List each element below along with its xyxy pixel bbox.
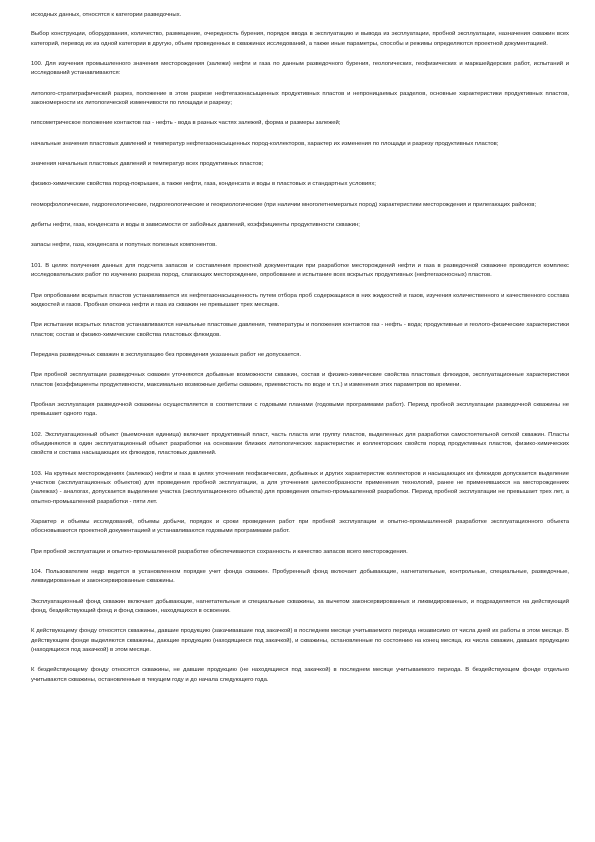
paragraph-5: гипсометрическое положение контактов газ - нефть - вода в разных частях залежей, форма и размеры залежей; — [31, 120, 341, 127]
paragraph-6: начальные значения пластовых давлений и температур нефтегазонасыщенных пород-коллекторов, характер их изменения по площади и разрезу продуктивных пластов; — [31, 140, 499, 147]
paragraph-23: Эксплуатационный фонд скважин включает добывающие, нагнетательные и специальные скважины, за вычетом законсервированных и ликвидированных, и подразделяется на действующий фонд, бездействующий фонд и фонд скважин, находящихся в освоении. — [31, 598, 569, 615]
paragraph-17: Пробная эксплуатация разведочной скважины осуществляется в соответствии с годовыми планами (годовыми программами работ). Период пробной эксплуатации разведочной скважины не превышает одного года. — [31, 401, 569, 418]
paragraph-16: При пробной эксплуатации разведочных скважин уточняются добывные возможности скважин, состав и физико-химические свойства пластовых флюидов, эксплуатационные характеристики пластов (коэффициенты продуктивности, максимально возможные дебиты скважин, приемистость по воде и т.п.) и изменения этих параметров во времени. — [31, 372, 569, 388]
paragraph-7: значения начальных пластовых давлений и температур всех продуктивных пластов; — [31, 161, 264, 168]
paragraph-11: запасы нефти, газа, конденсата и попутных полезных компонентов. — [31, 242, 217, 249]
paragraph-3: 100. Для изучения промышленного значения месторождения (залежи) нефти и газа по данным разведочного бурения, геологических, геофизических и маркшейдерских работ, испытаний и исследований устанавливаются: — [31, 61, 569, 77]
paragraph-15: Передача разведочных скважин в эксплуатацию без проведения указанных работ не допускается. — [31, 351, 301, 358]
paragraph-20: Характер и объемы исследований, объемы добычи, порядок и сроки проведения работ при пробной эксплуатации и опытно-промышленной разработке эксплуатационного объекта обосновываются проектной документацией и устанавливаются годовыми программами работ. — [31, 519, 569, 535]
paragraph-25: К бездействующему фонду относятся скважины, не давшие продукцию (не находящиеся под закачкой) в последнем месяце учитываемого периода. В бездействующем фонде отдельно учитываются скважины, остановленные в текущем году и до начала следующего года. — [31, 667, 569, 683]
paragraph-9: геоморфологические, гидрогеологические, гидрогеологические и геокриологические (при наличии многолетнемерзлых пород) характеристики месторождения и прилегающих районов; — [31, 201, 537, 208]
paragraph-24: К действующему фонду относятся скважины, давшие продукцию (закачивавшие под закачкой) в последнем месяце учитываемого периода независимо от числа дней их работы в этом месяце. В действующем фонде выделяются скважины, дающие продукцию (находящиеся под закачкой), и скважины, остановленные по состоянию на конец месяца, из числа скважин, давших продукцию (находящихся под закачкой) в этом месяце. — [31, 628, 569, 654]
paragraph-18: 102. Эксплуатационный объект (выемочная единица) включает продуктивный пласт, часть пласта или группу пластов, выделенных для разработки самостоятельной сеткой скважин. Пласты объединяются в один эксплуатационный объект разработки на основании близких литологических характеристик и коллекторских свойств пород продуктивных пластов, физико-химических свойств и состава насыщающих их флюидов, пластовых давлений. — [31, 431, 569, 457]
paragraph-14: При испытании вскрытых пластов устанавливаются начальные пластовые давления, температуры и положения контактов газ - нефть - вода; продуктивные и геолого-физические характеристики пластов; состав и физико-химические свойства пластовых флюидов. — [31, 322, 569, 338]
paragraph-8: физико-химические свойства пород-покрышек, а также нефти, газа, конденсата и воды в пластовых и стандартных условиях; — [31, 181, 376, 188]
paragraph-21: При пробной эксплуатации и опытно-промышленной разработке обеспечиваются сохранность и качество запасов всего месторождения. — [31, 548, 408, 555]
paragraph-12: 101. В целях получения данных для подсчета запасов и составления проектной документации при разработке месторождений нефти и газа в разведочной скважине проводится комплекс исследовательских работ по изучению разреза пород, слагающих месторождение, опробование и испытание всех вскрытых продуктивных (нефтегазоносных) пластов. — [31, 262, 569, 279]
paragraph-22: 104. Пользователем недр ведется в установленном порядке учет фонда скважин. Пробуренный фонд включает добывающие, нагнетательные, контрольные, специальные, разведочные, ликвидированные и законсервированные скважины. — [31, 569, 569, 585]
paragraph-19: 103. На крупных месторождениях (залежах) нефти и газа в целях уточнения геофизических, добывных и других характеристик коллекторов и насыщающих их флюидов допускается выделение участков (эксплуатационных объектов) для проведения пробной эксплуатации, а для уточнения целесообразности применения технологий, ранее не применявшихся на месторождениях (залежах) - аналогах, допускается выделение участка (эксплуатационного объекта) для проведения опытно-промышленной разработки. Период пробной эксплуатации не превышает трех лет, а опытно-промышленной разработки - пяти лет. — [31, 470, 569, 505]
paragraph-10: дебиты нефти, газа, конденсата и воды в зависимости от забойных давлений, коэффициенты продуктивности скважин; — [31, 222, 360, 229]
paragraph-13: При опробовании вскрытых пластов устанавливается их нефтегазонасыщенность путем отбора проб содержащихся в них жидкостей и газов, изучения количественного и качественного состава жидкостей и газов. Пробная откачка нефти и газа из скважин не превышает трех месяцев. — [31, 292, 569, 308]
paragraph-4: литолого-стратиграфический разрез, положение в этом разрезе нефтегазонасыщенных продуктивных пластов и непроницаемых разделов, основные характеристики продуктивных пластов, закономерности их литологической изменчивости по площади и разрезу; — [31, 90, 569, 107]
paragraph-2: Выбор конструкции, оборудования, количество, размещение, очередность бурения, порядок ввода в эксплуатацию и вывода из эксплуатации, пробной эксплуатации, назначения скважин всех категорий, перевод их из одной категории в другую, объем проведенных в скважинах исследований, а также иные параметры, способы и режимы определяются проектной документацией. — [31, 31, 569, 47]
paragraph-1: исходных данных, относятся к категории разведочных. — [31, 12, 182, 18]
